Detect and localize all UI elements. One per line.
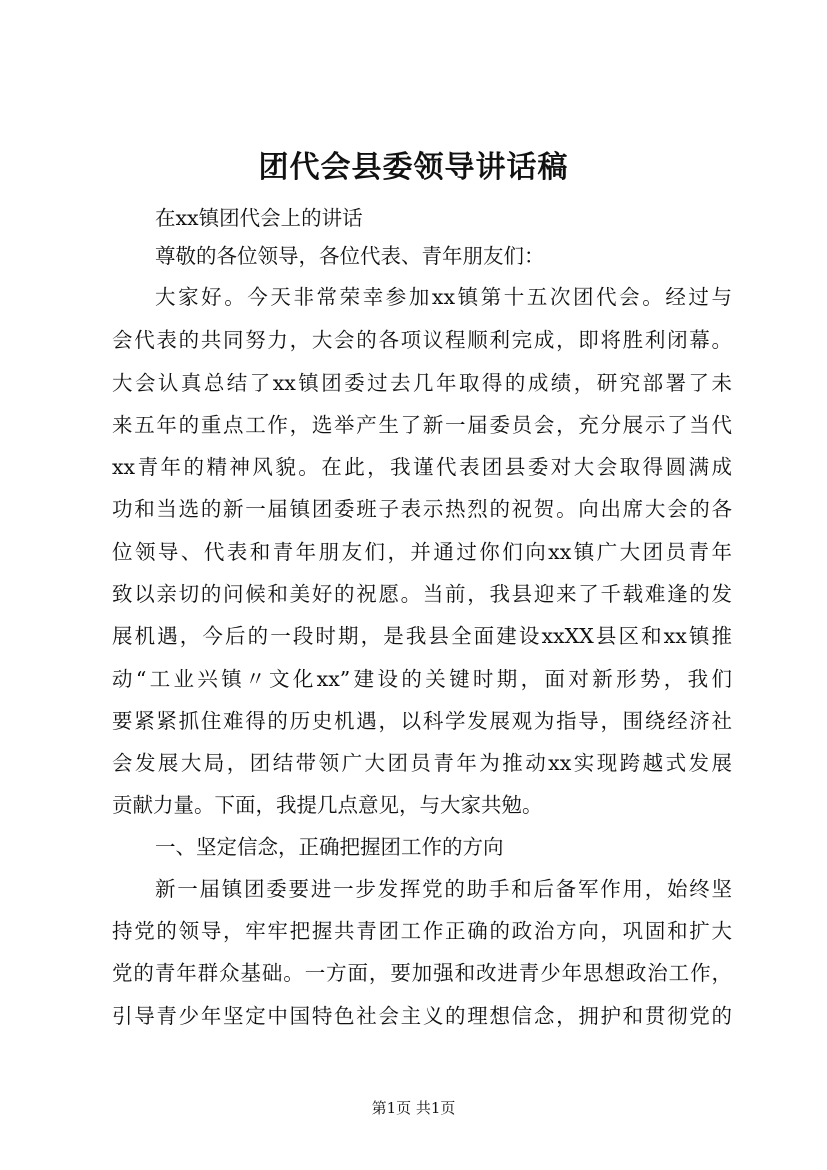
body-text-line: 新一届镇团委要进一步发挥党的助手和后备军作用，始终坚: [155, 877, 732, 901]
body-text-line: 会发展大局，团结带领广大团员青年为推动xx实现跨越式发展: [112, 751, 732, 775]
body-text-line: 要紧紧抓住难得的历史机遇，以科学发展观为指导，围绕经济社: [112, 709, 732, 733]
body-text-line: 大家好。今天非常荣幸参加xx镇第十五次团代会。经过与: [155, 285, 732, 309]
body-text-line: 贡献力量。下面，我提几点意见，与大家共勉。: [112, 793, 543, 817]
body-text-line: 致以亲切的问候和美好的祝愿。当前，我县迎来了千载难逢的发: [112, 582, 732, 606]
body-text-line: 功和当选的新一届镇团委班子表示热烈的祝贺。向出席大会的各: [112, 497, 732, 521]
body-text-line: 大会认真总结了xx镇团委过去几年取得的成绩，研究部署了未: [112, 371, 732, 395]
salutation-line: 尊敬的各位领导，各位代表、青年朋友们：: [155, 244, 545, 268]
body-text-line: xx青年的精神风貌。在此，我谨代表团县委对大会取得圆满成: [112, 455, 732, 479]
body-text-line: 引导青少年坚定中国特色社会主义的理想信念，拥护和贯彻党的: [112, 1004, 732, 1028]
body-text-line: 持党的领导，牢牢把握共青团工作正确的政治方向，巩固和扩大: [112, 919, 732, 943]
page-footer: 第1页 共1页: [371, 1099, 456, 1117]
body-text-line: 位领导、代表和青年朋友们，并通过你们向xx镇广大团员青年: [112, 540, 732, 564]
body-text-line: 会代表的共同努力，大会的各项议程顺利完成，即将胜利闭幕。: [112, 328, 732, 352]
body-text-line: 展机遇，今后的一段时期，是我县全面建设xxXX县区和xx镇推: [112, 624, 732, 648]
speech-heading: 在xx镇团代会上的讲话: [155, 206, 363, 230]
body-text-line: 动“工业兴镇〃文化xx”建设的关键时期，面对新形势，我们: [112, 667, 732, 691]
document-title: 团代会县委领导讲话稿: [258, 150, 569, 185]
body-text-line: 党的青年群众基础。一方面，要加强和改进青少年思想政治工作，: [112, 961, 732, 985]
body-text-line: 来五年的重点工作，选举产生了新一届委员会，充分展示了当代: [112, 413, 732, 437]
section-heading: 一、坚定信念，正确把握团工作的方向: [155, 835, 504, 859]
